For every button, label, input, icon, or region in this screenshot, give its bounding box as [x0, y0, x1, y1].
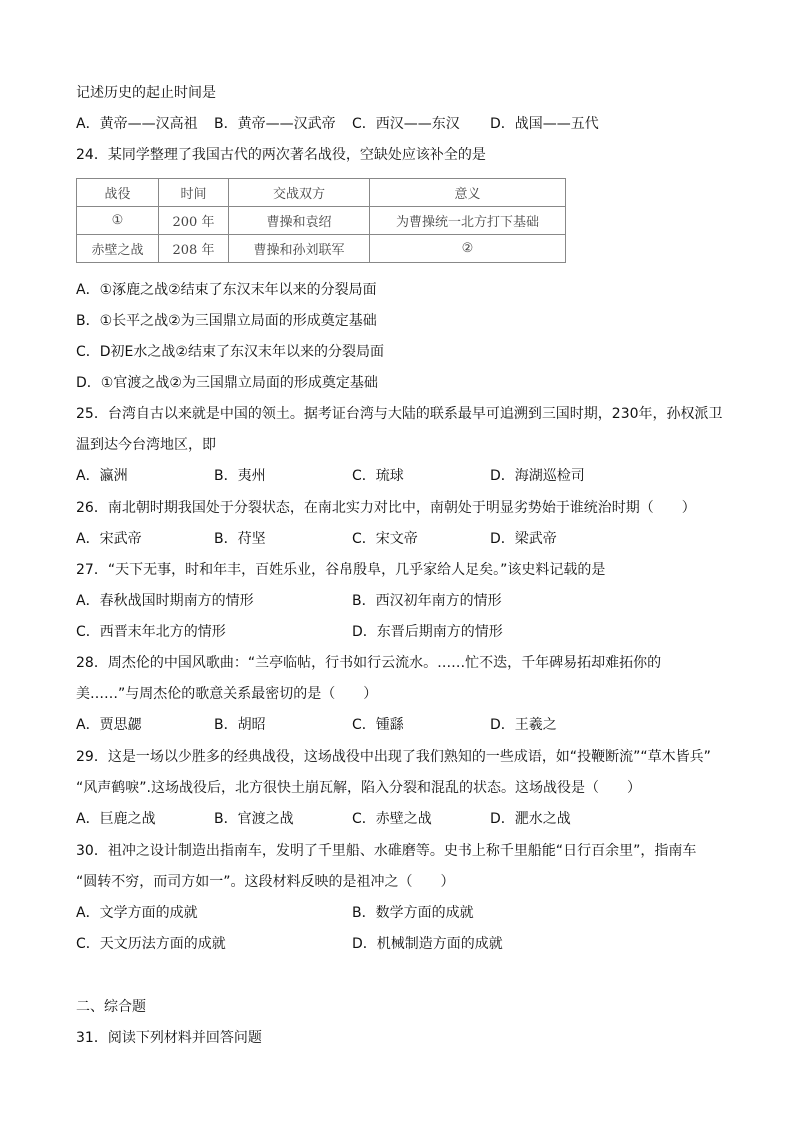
option-d: D．淝水之战	[490, 811, 571, 827]
option-b: B．胡昭	[214, 717, 266, 733]
option-a: A．瀛洲	[76, 468, 128, 484]
battles-table	[76, 178, 566, 263]
question-29-stem: 29．这是一场以少胜多的经典战役，这场战役中出现了我们熟知的一些成语，如“投鞭断流”“草木皆兵”	[76, 749, 711, 765]
option-c: C．锺繇	[352, 717, 404, 733]
option-c: C．天文历法方面的成就	[76, 936, 226, 952]
table-row	[77, 235, 566, 263]
table-cell: ①	[77, 207, 159, 235]
option-b: B．数学方面的成就	[352, 905, 474, 921]
table-cell: 200 年	[159, 207, 229, 235]
table-cell: ②	[370, 235, 566, 263]
option-c: C．D初E水之战②结束了东汉末年以来的分裂局面	[76, 344, 384, 360]
option-a: A．春秋战国时期南方的情形	[76, 593, 254, 609]
option-a: A．文学方面的成就	[76, 905, 198, 921]
question-27-stem: 27．“天下无事，时和年丰，百姓乐业，谷帛殷阜，几乎家给人足矣。”该史料记载的是	[76, 562, 606, 578]
option-d: D．东晋后期南方的情形	[352, 624, 503, 640]
question-28-stem-cont: 美……”与周杰伦的歌意关系最密切的是（ ）	[76, 686, 378, 702]
table-cell: 赤壁之战	[77, 235, 159, 263]
question-30-stem: 30．祖冲之设计制造出指南车，发明了千里船、水碓磨等。史书上称千里船能“日行百余里”，指南车	[76, 843, 697, 859]
question-26-stem: 26．南北朝时期我国处于分裂状态，在南北实力对比中，南朝处于明显劣势始于谁统治时期（ ）	[76, 500, 696, 516]
option-c: C．西汉——东汉	[352, 116, 460, 132]
option-b: B．夷州	[214, 468, 266, 484]
question-30-stem-cont: “圆转不穷，而司方如一”。这段材料反映的是祖冲之（ ）	[76, 874, 455, 890]
question-25-stem: 25．台湾自古以来就是中国的领土。据考证台湾与大陆的联系最早可追溯到三国时期，230年，孙权派卫	[76, 406, 723, 422]
table-row	[77, 207, 566, 235]
option-b: B．黄帝——汉武帝	[214, 116, 336, 132]
option-d: D．机械制造方面的成就	[352, 936, 503, 952]
question-28-stem: 28．周杰伦的中国风歌曲：“兰亭临帖，行书如行云流水。……忙不迭，千年碑易拓却难拓你的	[76, 655, 662, 671]
option-a: A．贾思勰	[76, 717, 142, 733]
option-d: D．①官渡之战②为三国鼎立局面的形成奠定基础	[76, 375, 378, 391]
option-b: B．①长平之战②为三国鼎立局面的形成奠定基础	[76, 313, 377, 329]
table-cell: 为曹操统一北方打下基础	[370, 207, 566, 235]
option-d: D．海湖巡检司	[490, 468, 585, 484]
option-d: D．战国——五代	[490, 116, 599, 132]
option-c: C．琉球	[352, 468, 404, 484]
option-a: A．①涿鹿之战②结束了东汉末年以来的分裂局面	[76, 282, 377, 298]
option-a: A．巨鹿之战	[76, 811, 156, 827]
question-29-stem-cont: “风声鹤唳”.这场战役后，北方很快土崩瓦解，陷入分裂和混乱的状态。这场战役是（ ）	[76, 780, 641, 796]
header-cell: 战役	[77, 179, 159, 207]
question-25-stem-cont: 温到达今台湾地区，即	[76, 437, 216, 453]
header-cell: 意义	[370, 179, 566, 207]
option-c: C．西晋末年北方的情形	[76, 624, 226, 640]
table-header-row	[77, 179, 566, 207]
option-c: C．赤壁之战	[352, 811, 432, 827]
option-d: D．王羲之	[490, 717, 557, 733]
header-cell: 时间	[159, 179, 229, 207]
question-24-stem: 24．某同学整理了我国古代的两次著名战役，空缺处应该补全的是	[76, 147, 486, 163]
table-cell: 曹操和孙刘联军	[229, 235, 370, 263]
question-31-stem: 31．阅读下列材料并回答问题	[76, 1030, 262, 1046]
table-cell: 208 年	[159, 235, 229, 263]
option-b: B．官渡之战	[214, 811, 294, 827]
option-b: B．苻坚	[214, 531, 266, 547]
header-cell: 交战双方	[229, 179, 370, 207]
section-title: 二、综合题	[76, 999, 146, 1015]
option-a: A．黄帝——汉高祖	[76, 116, 198, 132]
option-a: A．宋武帝	[76, 531, 142, 547]
option-d: D．梁武帝	[490, 531, 557, 547]
table-cell: 曹操和袁绍	[229, 207, 370, 235]
option-b: B．西汉初年南方的情形	[352, 593, 502, 609]
question-23-stem: 记述历史的起止时间是	[76, 85, 216, 101]
option-c: C．宋文帝	[352, 531, 418, 547]
